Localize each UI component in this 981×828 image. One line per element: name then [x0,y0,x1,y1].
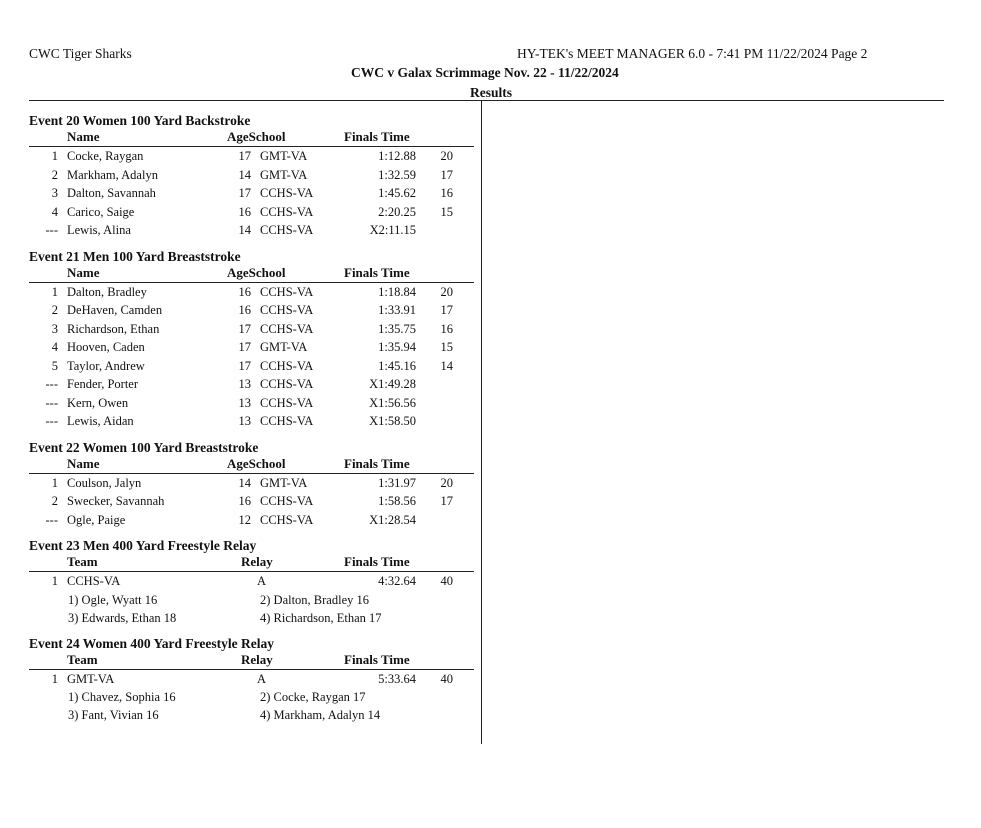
place: 5 [51,358,58,373]
table-header [29,266,474,283]
points: 16 [440,321,453,336]
table-header [29,130,474,147]
school: CCHS-VA [260,395,314,410]
table-row [29,492,474,511]
team-name: GMT-VA [67,671,115,686]
points: 17 [440,167,453,182]
finals-time: 1:12.88 [378,149,416,163]
col-finals-time: Finals Time [344,264,410,280]
school: CCHS-VA [260,223,314,237]
team-header: CWC Tiger Sharks [29,46,132,61]
swimmer-name: Dalton, Savannah [67,186,156,200]
finals-time: 2:20.25 [378,204,416,219]
col-age-school: AgeSchool [227,129,286,144]
age: 12 [238,512,251,527]
school: CCHS-VA [260,494,314,508]
col-team: Team [67,651,98,667]
school: GMT-VA [260,475,308,490]
points: 17 [440,494,453,508]
table-row [29,221,474,240]
col-name: Name [67,455,100,471]
col-finals-time: Finals Time [344,129,410,144]
age: 14 [238,167,251,182]
school: CCHS-VA [260,204,314,219]
place: 3 [51,321,58,336]
place: --- [45,414,58,428]
finals-time: 4:32.64 [378,574,416,588]
table-row [29,320,474,339]
age: 16 [238,494,251,508]
place: 4 [51,204,58,219]
relay-swimmers [29,591,474,609]
table-row [29,375,474,394]
finals-time: 1:45.16 [378,358,416,373]
place: --- [45,395,58,410]
section-title: Results [470,85,513,100]
col-finals-time: Finals Time [344,455,410,471]
swimmer-name: Fender, Porter [67,377,139,391]
event-title: Event 20 Women 100 Yard Backstroke [29,113,251,128]
school: CCHS-VA [260,321,314,336]
school: CCHS-VA [260,186,314,200]
swimmer-name: Lewis, Alina [67,223,131,237]
swimmer-name: Dalton, Bradley [67,284,147,299]
place: 2 [51,494,58,508]
points: 15 [440,340,453,354]
finals-time: 1:35.75 [378,321,416,336]
software-header: HY-TEK's MEET MANAGER 6.0 - 7:41 PM 11/22/2024 Page 2 [517,46,868,61]
event-20 [29,112,474,240]
age: 16 [238,284,251,299]
swimmer-name: DeHaven, Camden [67,303,163,317]
col-age-school: AgeSchool [227,455,286,471]
finals-time: 1:33.91 [378,303,416,317]
finals-time: 1:45.62 [378,186,416,200]
age: 17 [238,358,251,373]
table-row [29,394,474,413]
event-23 [29,537,474,627]
relay-swimmers [29,688,474,706]
meet-title: CWC v Galax Scrimmage Nov. 22 - 11/22/2024 [351,65,619,80]
place: --- [45,377,58,391]
place: 4 [51,340,58,354]
swimmer-name: Hooven, Caden [67,340,145,354]
finals-time: 1:58.56 [378,494,416,508]
col-name: Name [67,129,100,144]
table-row [29,203,474,222]
table-header [29,457,474,474]
relay-swimmer: 1) Chavez, Sophia 16 [68,690,176,704]
col-relay: Relay [241,651,273,667]
finals-time: 1:35.94 [378,340,416,354]
age: 17 [238,340,251,354]
col-team: Team [67,554,98,569]
event-title: Event 23 Men 400 Yard Freestyle Relay [29,538,257,553]
school: CCHS-VA [260,284,314,299]
relay-swimmer: 4) Markham, Adalyn 14 [260,708,381,722]
place: 2 [51,167,58,182]
relay-swimmer: 2) Cocke, Raygan 17 [260,690,366,704]
school: GMT-VA [260,167,308,182]
swimmer-name: Markham, Adalyn [67,167,158,182]
place: 2 [51,303,58,317]
place: 3 [51,186,58,200]
swimmer-name: Cocke, Raygan [67,149,144,163]
swimmer-name: Richardson, Ethan [67,321,160,336]
swimmer-name: Lewis, Aidan [67,414,134,428]
place: 1 [51,149,58,163]
swimmer-name: Coulson, Jalyn [67,475,142,490]
school: CCHS-VA [260,414,314,428]
col-finals-time: Finals Time [344,554,410,569]
relay-swimmer: 1) Ogle, Wyatt 16 [68,592,158,607]
finals-time: 1:32.59 [378,167,416,182]
table-row [29,572,474,591]
swimmer-name: Swecker, Savannah [67,494,165,508]
table-header [29,555,474,572]
swimmer-name: Kern, Owen [67,395,129,410]
col-name: Name [67,264,100,280]
finals-time: 1:18.84 [378,284,416,299]
header-divider [29,100,944,101]
school: CCHS-VA [260,358,314,373]
finals-time: X2:11.15 [369,223,416,237]
points: 14 [440,358,453,373]
school: CCHS-VA [260,512,314,527]
age: 17 [238,149,251,163]
finals-time: 5:33.64 [378,671,416,686]
points: 40 [440,671,453,686]
points: 16 [440,186,453,200]
school: GMT-VA [260,149,308,163]
team-name: CCHS-VA [67,574,121,588]
results-column [29,112,474,732]
points: 15 [440,204,453,219]
finals-time: X1:49.28 [369,377,416,391]
place: 1 [51,671,58,686]
finals-time: X1:56.56 [369,395,416,410]
table-header [29,653,474,670]
swimmer-name: Ogle, Paige [67,512,126,527]
event-title: Event 24 Women 400 Yard Freestyle Relay [29,635,274,651]
age: 16 [238,303,251,317]
age: 14 [238,223,251,237]
column-divider [481,100,482,744]
age: 17 [238,321,251,336]
school: CCHS-VA [260,377,314,391]
age: 13 [238,414,251,428]
finals-time: X1:58.50 [369,414,416,428]
place: --- [45,223,58,237]
age: 13 [238,395,251,410]
table-row [29,670,474,689]
col-finals-time: Finals Time [344,651,410,667]
table-row [29,301,474,320]
place: 1 [51,574,58,588]
relay-swimmers [29,609,474,627]
school: CCHS-VA [260,303,314,317]
table-row [29,283,474,302]
place: --- [45,512,58,527]
event-22 [29,439,474,530]
relay-letter: A [257,574,267,588]
age: 14 [238,475,251,490]
col-age-school: AgeSchool [227,264,286,280]
event-title: Event 22 Women 100 Yard Breaststroke [29,439,259,455]
points: 20 [440,284,453,299]
relay-swimmer: 3) Fant, Vivian 16 [68,708,159,722]
school: GMT-VA [260,340,308,354]
table-row [29,166,474,185]
table-row [29,357,474,376]
event-title: Event 21 Men 100 Yard Breaststroke [29,248,241,264]
swimmer-name: Taylor, Andrew [67,358,145,373]
relay-swimmers [29,706,474,724]
age: 16 [238,204,251,219]
table-row [29,338,474,357]
table-row [29,474,474,493]
age: 13 [238,377,251,391]
finals-time: X1:28.54 [369,512,416,527]
relay-swimmer: 2) Dalton, Bradley 16 [260,592,370,607]
place: 1 [51,475,58,490]
relay-swimmer: 3) Edwards, Ethan 18 [68,610,177,625]
table-row [29,511,474,530]
table-row [29,184,474,203]
age: 17 [238,186,251,200]
place: 1 [51,284,58,299]
relay-swimmer: 4) Richardson, Ethan 17 [260,610,382,625]
table-row [29,147,474,166]
event-21 [29,248,474,431]
points: 40 [440,574,453,588]
points: 20 [440,149,453,163]
table-row [29,412,474,431]
points: 17 [440,303,453,317]
points: 20 [440,475,453,490]
col-relay: Relay [241,554,273,569]
finals-time: 1:31.97 [378,475,416,490]
event-24 [29,635,474,725]
swimmer-name: Carico, Saige [67,204,135,219]
relay-letter: A [257,671,267,686]
